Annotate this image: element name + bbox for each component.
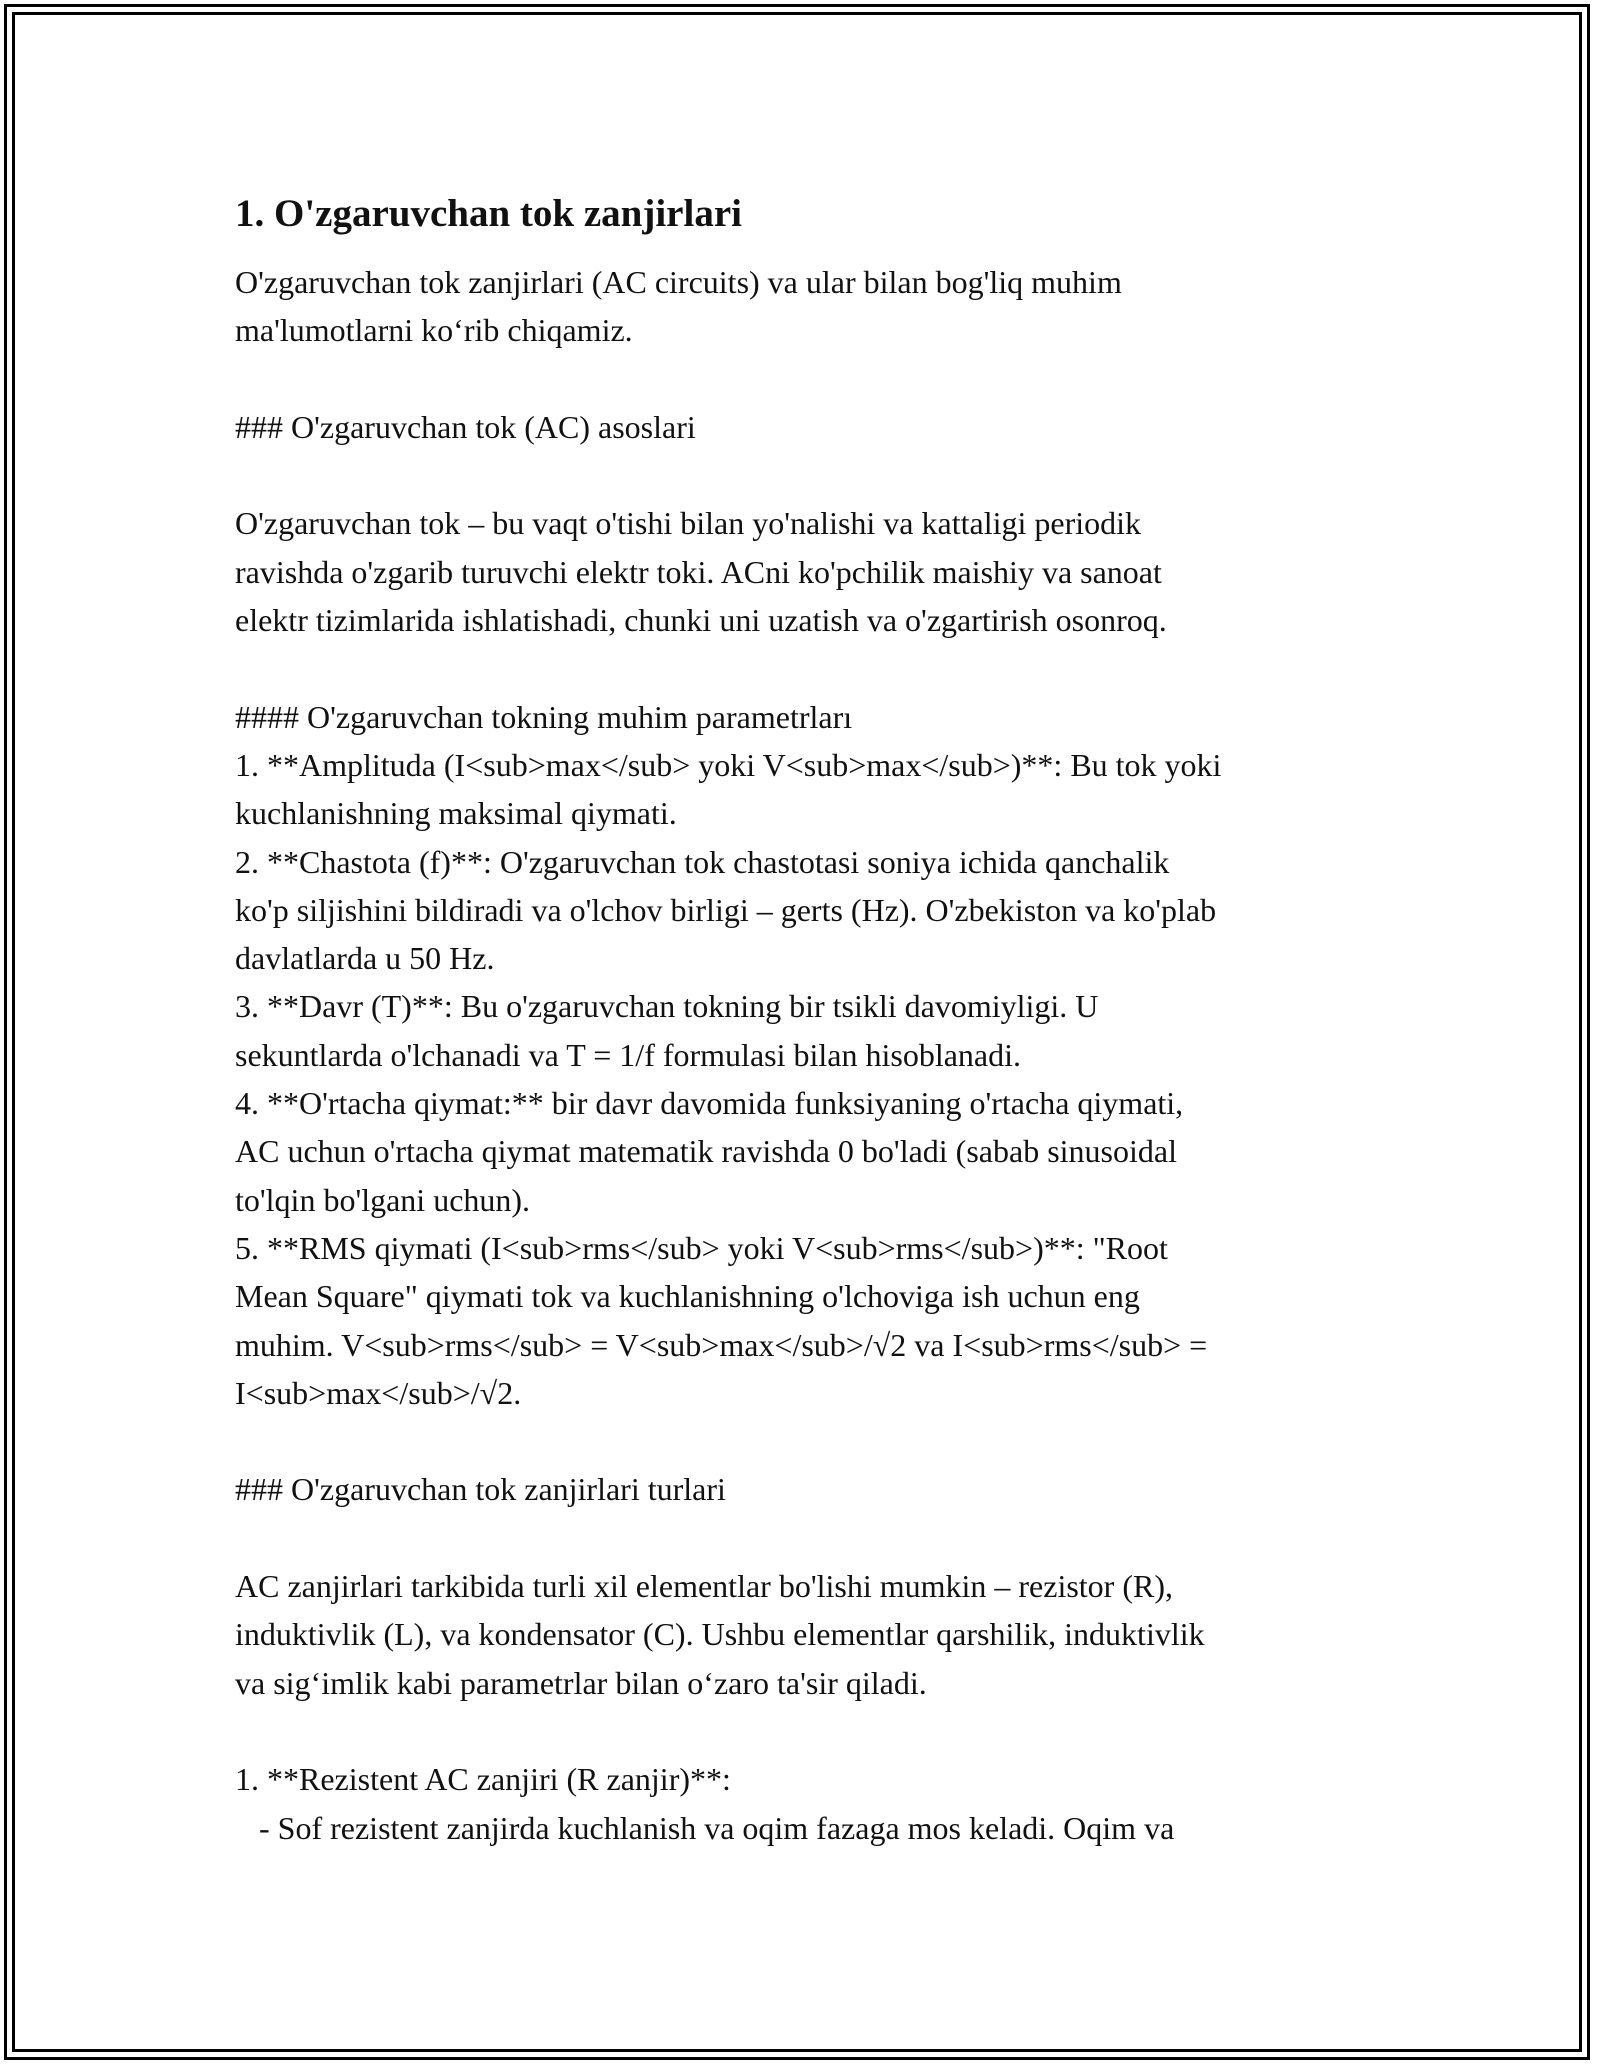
intro-paragraph: O'zgaruvchan tok zanjirlari (AC circuits) va ular bilan bog'liq muhim ma'lumotlarni ko‘rib chiqamiz.: [235, 264, 1122, 349]
parameter-item-rms: 5. **RMS qiymati (I<sub>rms</sub> yoki V<sub>rms</sub>)**: "Root Mean Square" qiymati tok va kuchlanishning o'lchoviga ish uchun eng muhim. V<sub>rms</sub> = V<sub>max</sub>/√2 va I<sub>rms</sub> = I<sub>max</sub>/√2.: [235, 1229, 1208, 1411]
section-heading-circuit-types: ### O'zgaruvchan tok zanjirlari turlari: [235, 1471, 726, 1508]
spacer: [235, 1514, 1395, 1562]
spacer: [235, 1707, 1395, 1755]
document-body: [235, 188, 1395, 1852]
circuit-types-paragraph: AC zanjirlari tarkibida turli xil elementlar bo'lishi mumkin – rezistor (R), induktivlik (L), va kondensator (C). Ushbu elementlar qarshilik, induktivlik va sig‘imlik kabi parametrlar bilan o‘zaro ta'sir qiladi.: [235, 1568, 1205, 1701]
parameter-item-period: 3. **Davr (T)**: Bu o'zgaruvchan tokning bir tsikli davomiyligi. U sekuntlarda o'lchanadi va T = 1/f formulasi bilan hisoblanadi.: [235, 988, 1099, 1073]
spacer: [235, 451, 1395, 499]
parameter-item-average: 4. **O'rtacha qiymat:** bir davr davomida funksiyaning o'rtacha qiymati, AC uchun o'rtacha qiymat matematik ravishda 0 bo'ladi (sabab sinusoidal to'lqin bo'lgani uchun).: [235, 1085, 1184, 1218]
spacer: [235, 355, 1395, 403]
parameter-item-frequency: 2. **Chastota (f)**: O'zgaruvchan tok chastotasi soniya ichida qanchalik ko'p siljishini bildiradi va o'lchov birligi – gerts (Hz). O'zbekiston va ko'plab davlatlarda u 50 Hz.: [235, 843, 1217, 977]
section-heading-ac-basics: ### O'zgaruvchan tok (AC) asoslari: [235, 408, 696, 445]
parameter-item-amplitude: 1. **Amplituda (I<sub>max</sub> yoki V<sub>max</sub>)**: Bu tok yoki kuchlanishning maksimal qiymati.: [235, 746, 1222, 832]
spacer: [235, 644, 1395, 692]
document-title: 1. O'zgaruvchan tok zanjirlari: [235, 192, 742, 235]
circuit-type-item-resistive: 1. **Rezistent AC zanjiri (R zanjir)**: - Sof rezistent zanjirda kuchlanish va oqim fazaga mos keladi. Oqim va: [235, 1761, 1175, 1846]
ac-basics-paragraph: O'zgaruvchan tok – bu vaqt o'tishi bilan yo'nalishi va kattaligi periodik ravishda o'zgarib turuvchi elektr toki. ACni ko'pchilik maishiy va sanoat elektr tizimlarida ishlatishadi, chunki uni uzatish va o'zgartirish osonroq.: [235, 505, 1167, 639]
section-heading-parameters: #### O'zgaruvchan tokning muhim parametrları: [235, 698, 853, 735]
spacer: [235, 1417, 1395, 1465]
